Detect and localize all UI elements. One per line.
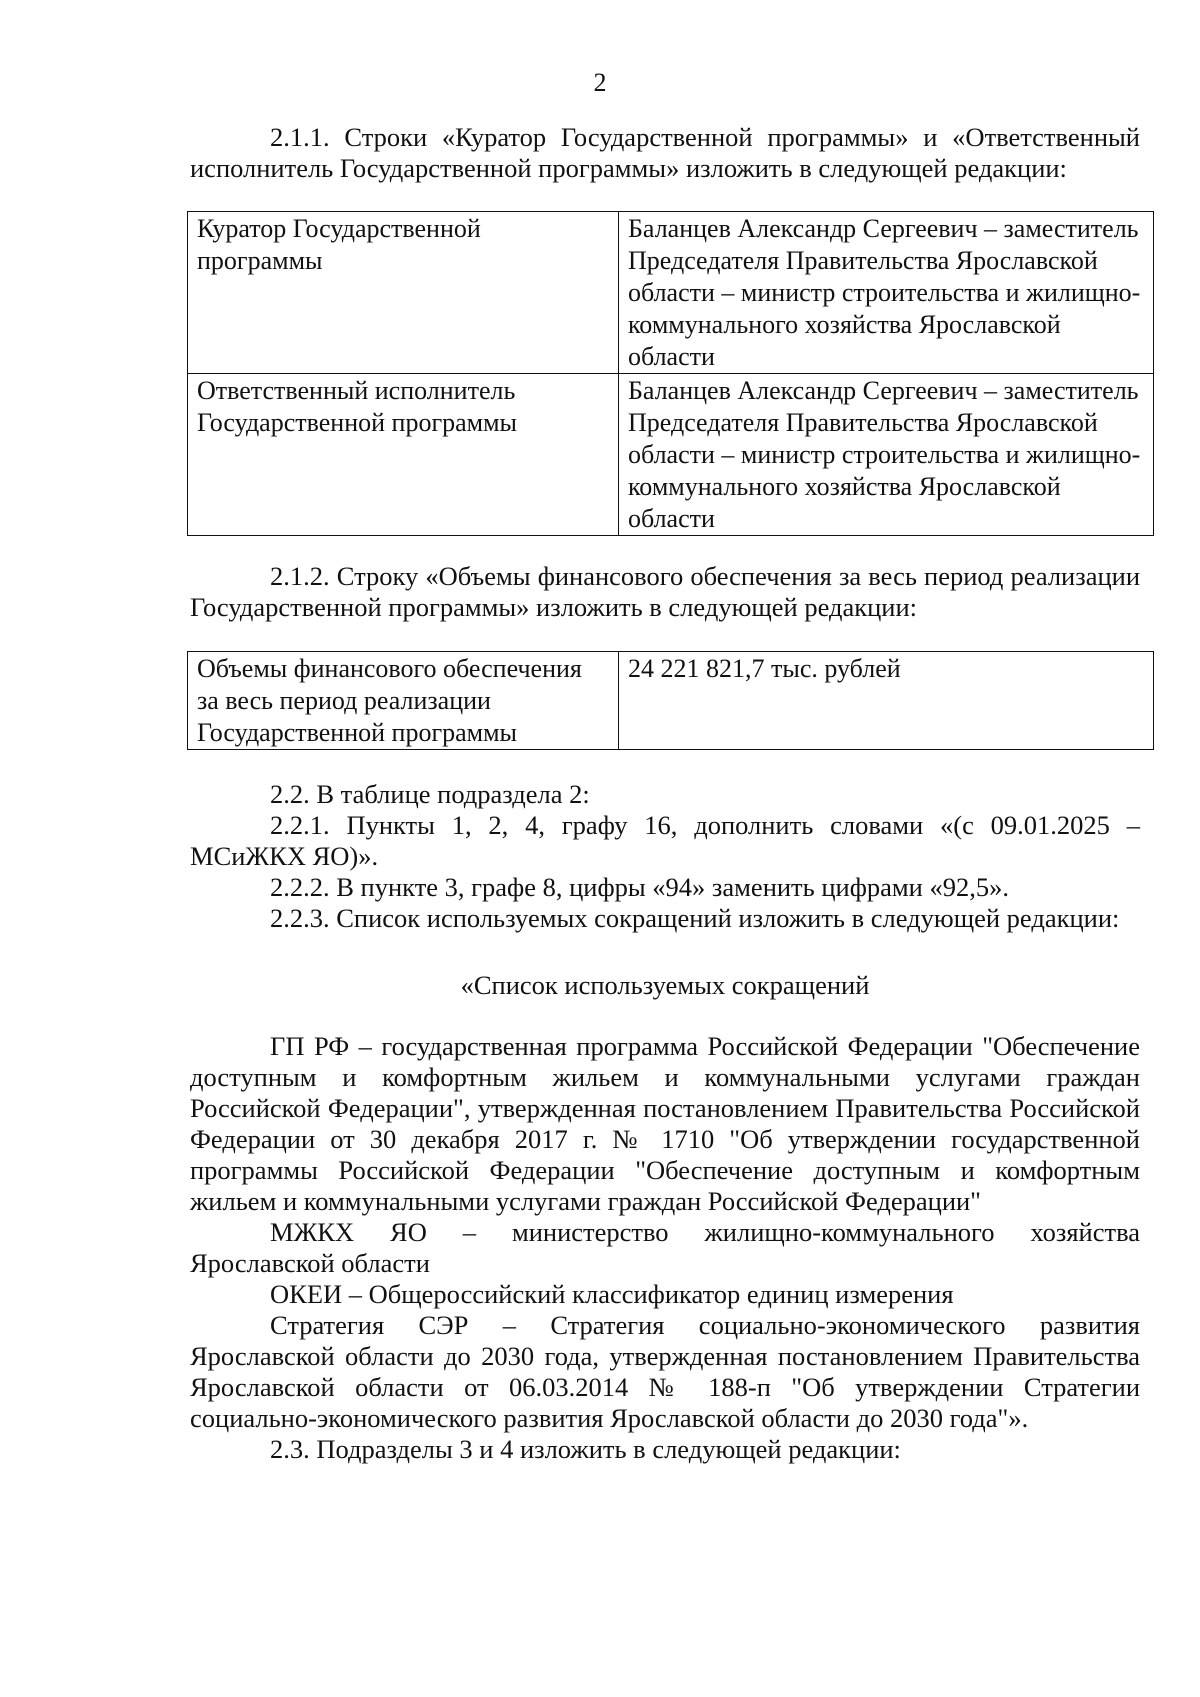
paragraph-2-2-1: 2.2.1. Пункты 1, 2, 4, графу 16, дополнить словами «(с 09.01.2025 – МСиЖКХ ЯО)». <box>190 810 1140 871</box>
abbreviation-item: ГП РФ – государственная программа Российской Федерации "Обеспечение доступным и комфортным жильем и коммунальными услугами граждан Российской Федерации", утвержденная постановлением Правительства Российской Федерации от 30 декабря 2017 г. № 1710 "Об утверждении государственной программы Российской Федерации "Обеспечение доступным и комфортным жильем и коммунальными услугами граждан Российской Федерации" <box>190 1031 1140 1216</box>
paragraph-2-1-2: 2.1.2. Строку «Объемы финансового обеспечения за весь период реализации Государственной программы» изложить в следующей редакции: <box>190 561 1140 622</box>
table-row <box>188 374 1154 536</box>
table-cell-value: Баланцев Александр Сергеевич – заместитель Председателя Правительства Ярославской области – министр строительства и жилищно-коммунального хозяйства Ярославской области <box>619 212 1154 374</box>
paragraph-2-1-1: 2.1.1. Строки «Куратор Государственной программы» и «Ответственный исполнитель Государственной программы» изложить в следующей редакции: <box>190 122 1140 183</box>
paragraph-2-2: 2.2. В таблице подраздела 2: <box>270 779 590 809</box>
table-cell-value: Баланцев Александр Сергеевич – заместитель Председателя Правительства Ярославской области – министр строительства и жилищно-коммунального хозяйства Ярославской области <box>619 374 1154 536</box>
paragraph-2-3: 2.3. Подразделы 3 и 4 изложить в следующей редакции: <box>270 1434 901 1464</box>
paragraph-2-2-2: 2.2.2. В пункте 3, графе 8, цифры «94» заменить цифрами «92,5». <box>270 872 1009 902</box>
page-number: 2 <box>593 68 607 97</box>
table-cell-value: 24 221 821,7 тыс. рублей <box>619 652 1154 750</box>
abbreviations-title: «Список используемых сокращений <box>460 970 870 1000</box>
table-cell-label: Ответственный исполнитель Государственной программы <box>188 374 619 536</box>
table-cell-label: Объемы финансового обеспечения за весь период реализации Государственной программы <box>188 652 619 750</box>
document-body <box>190 122 1140 1465</box>
finance-table <box>187 651 1154 750</box>
table-row <box>188 652 1154 750</box>
table-cell-label: Куратор Государственной программы <box>188 212 619 374</box>
abbreviation-item: ОКЕИ – Общероссийский классификатор единиц измерения <box>270 1279 954 1309</box>
curator-table <box>187 211 1154 536</box>
table-row <box>188 212 1154 374</box>
abbreviation-item: Стратегия СЭР – Стратегия социально-экономического развития Ярославской области до 2030 года, утвержденная постановлением Правительства Ярославской области от 06.03.2014 № 188-п "Об утверждении Стратегии социально-экономического развития Ярославской области до 2030 года"». <box>190 1310 1140 1433</box>
paragraph-2-2-3: 2.2.3. Список используемых сокращений изложить в следующей редакции: <box>270 903 1120 933</box>
abbreviation-item: МЖКХ ЯО – министерство жилищно-коммунального хозяйства Ярославской области <box>190 1217 1140 1278</box>
